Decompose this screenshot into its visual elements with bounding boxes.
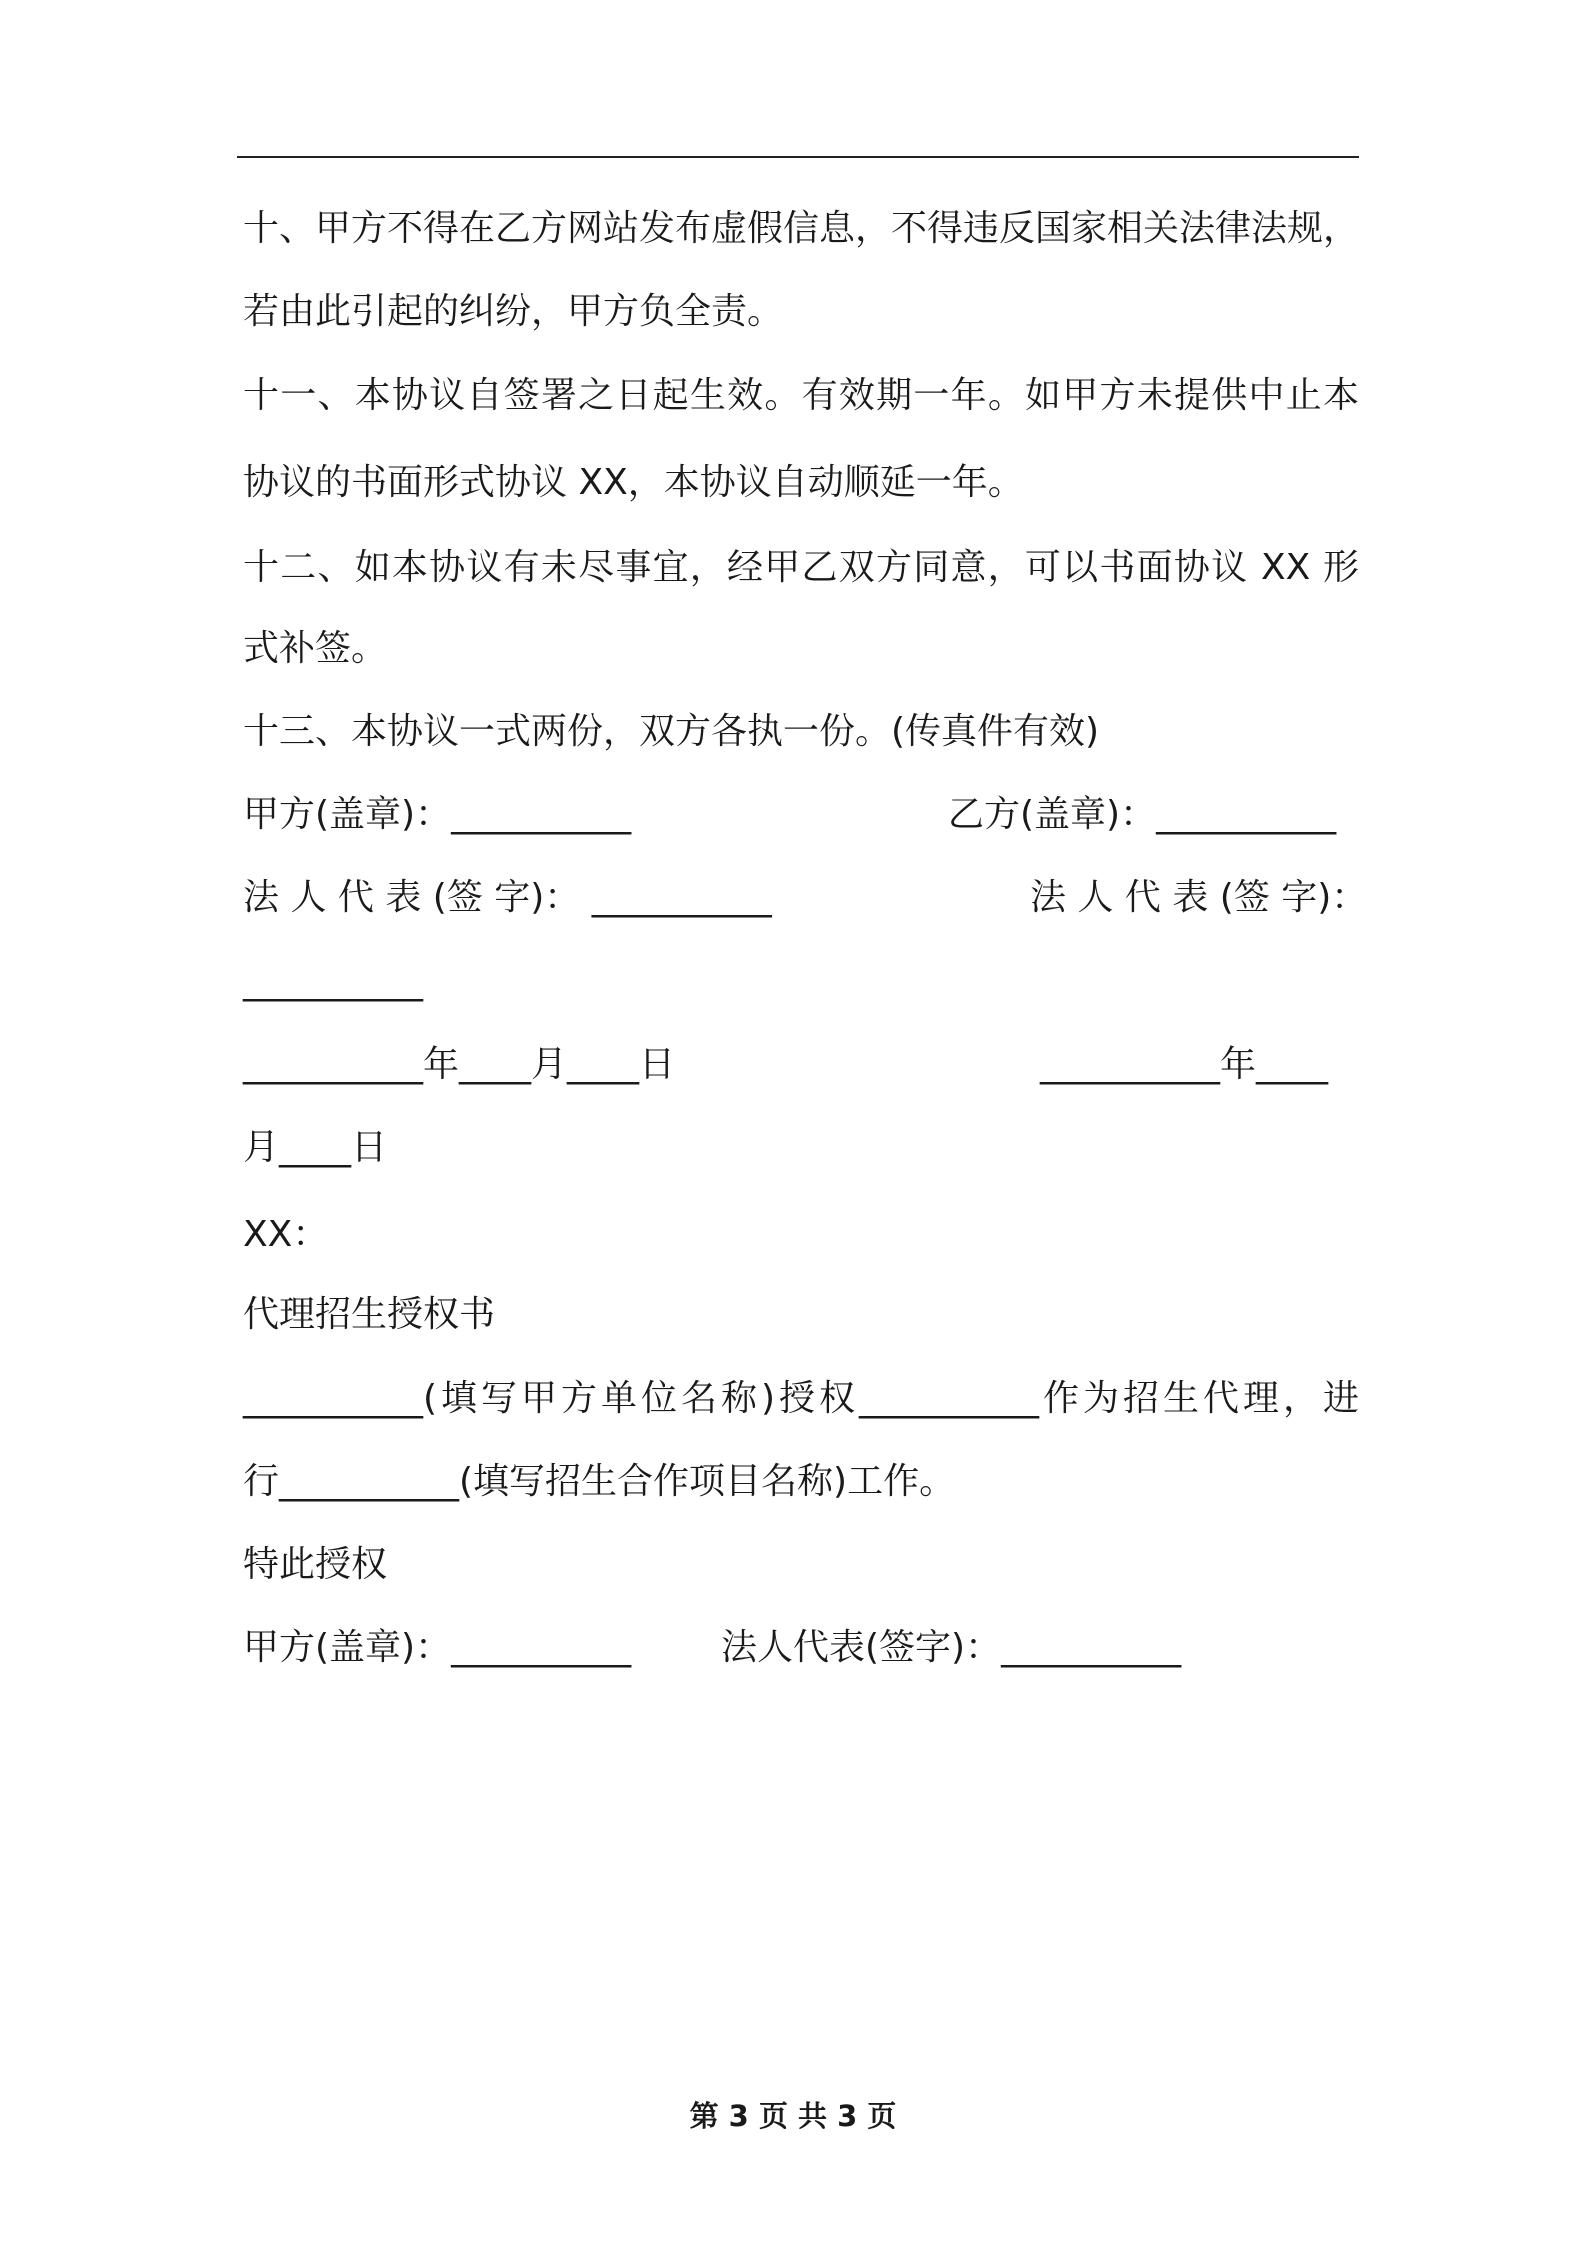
date-a: __________年____月____日 — [243, 1044, 675, 1085]
clause-12-line-1: 十二、如本协议有未尽事宜，经甲乙双方同意，可以书面协议 XX 形 — [243, 547, 1359, 588]
auth-closing: 特此授权 — [243, 1544, 388, 1585]
clause-11-line-1: 十一、本协议自签署之日起生效。有效期一年。如甲方未提供中止本 — [243, 375, 1359, 416]
legal-rep-b: 法 人 代 表 (签 字)： — [1030, 877, 1368, 918]
date-b-first: __________年____ — [1040, 1044, 1328, 1085]
auth-line-2: 行__________(填写招生合作项目名称)工作。 — [243, 1461, 956, 1502]
date-b-second: 月____日 — [243, 1127, 388, 1168]
auth-title: 代理招生授权书 — [243, 1294, 496, 1335]
clause-10-line-2: 若由此引起的纠纷，甲方负全责。 — [243, 291, 784, 332]
party-a-seal: 甲方(盖章)：__________ — [243, 794, 632, 835]
clause-13-line-1: 十三、本协议一式两份，双方各执一份。(传真件有效) — [243, 711, 1100, 752]
xx-label: XX： — [243, 1214, 329, 1255]
clause-12-line-2: 式补签。 — [243, 628, 388, 669]
legal-rep-b-blank: __________ — [243, 961, 423, 1002]
header-rule — [237, 156, 1359, 158]
clause-11-line-2: 协议的书面形式协议 XX，本协议自动顺延一年。 — [243, 462, 1024, 503]
auth-sign-a: 甲方(盖章)：__________ — [243, 1627, 632, 1668]
page-number: 第 3 页 共 3 页 — [689, 2099, 897, 2133]
auth-sign-rep: 法人代表(签字)：__________ — [721, 1627, 1182, 1668]
auth-line-1: __________(填写甲方单位名称)授权__________作为招生代理，进 — [243, 1378, 1359, 1419]
legal-rep-a: 法 人 代 表 (签 字)： __________ — [243, 877, 772, 918]
clause-10-line-1: 十、甲方不得在乙方网站发布虚假信息，不得违反国家相关法律法规， — [243, 208, 1360, 249]
party-b-seal: 乙方(盖章)：__________ — [948, 794, 1337, 835]
